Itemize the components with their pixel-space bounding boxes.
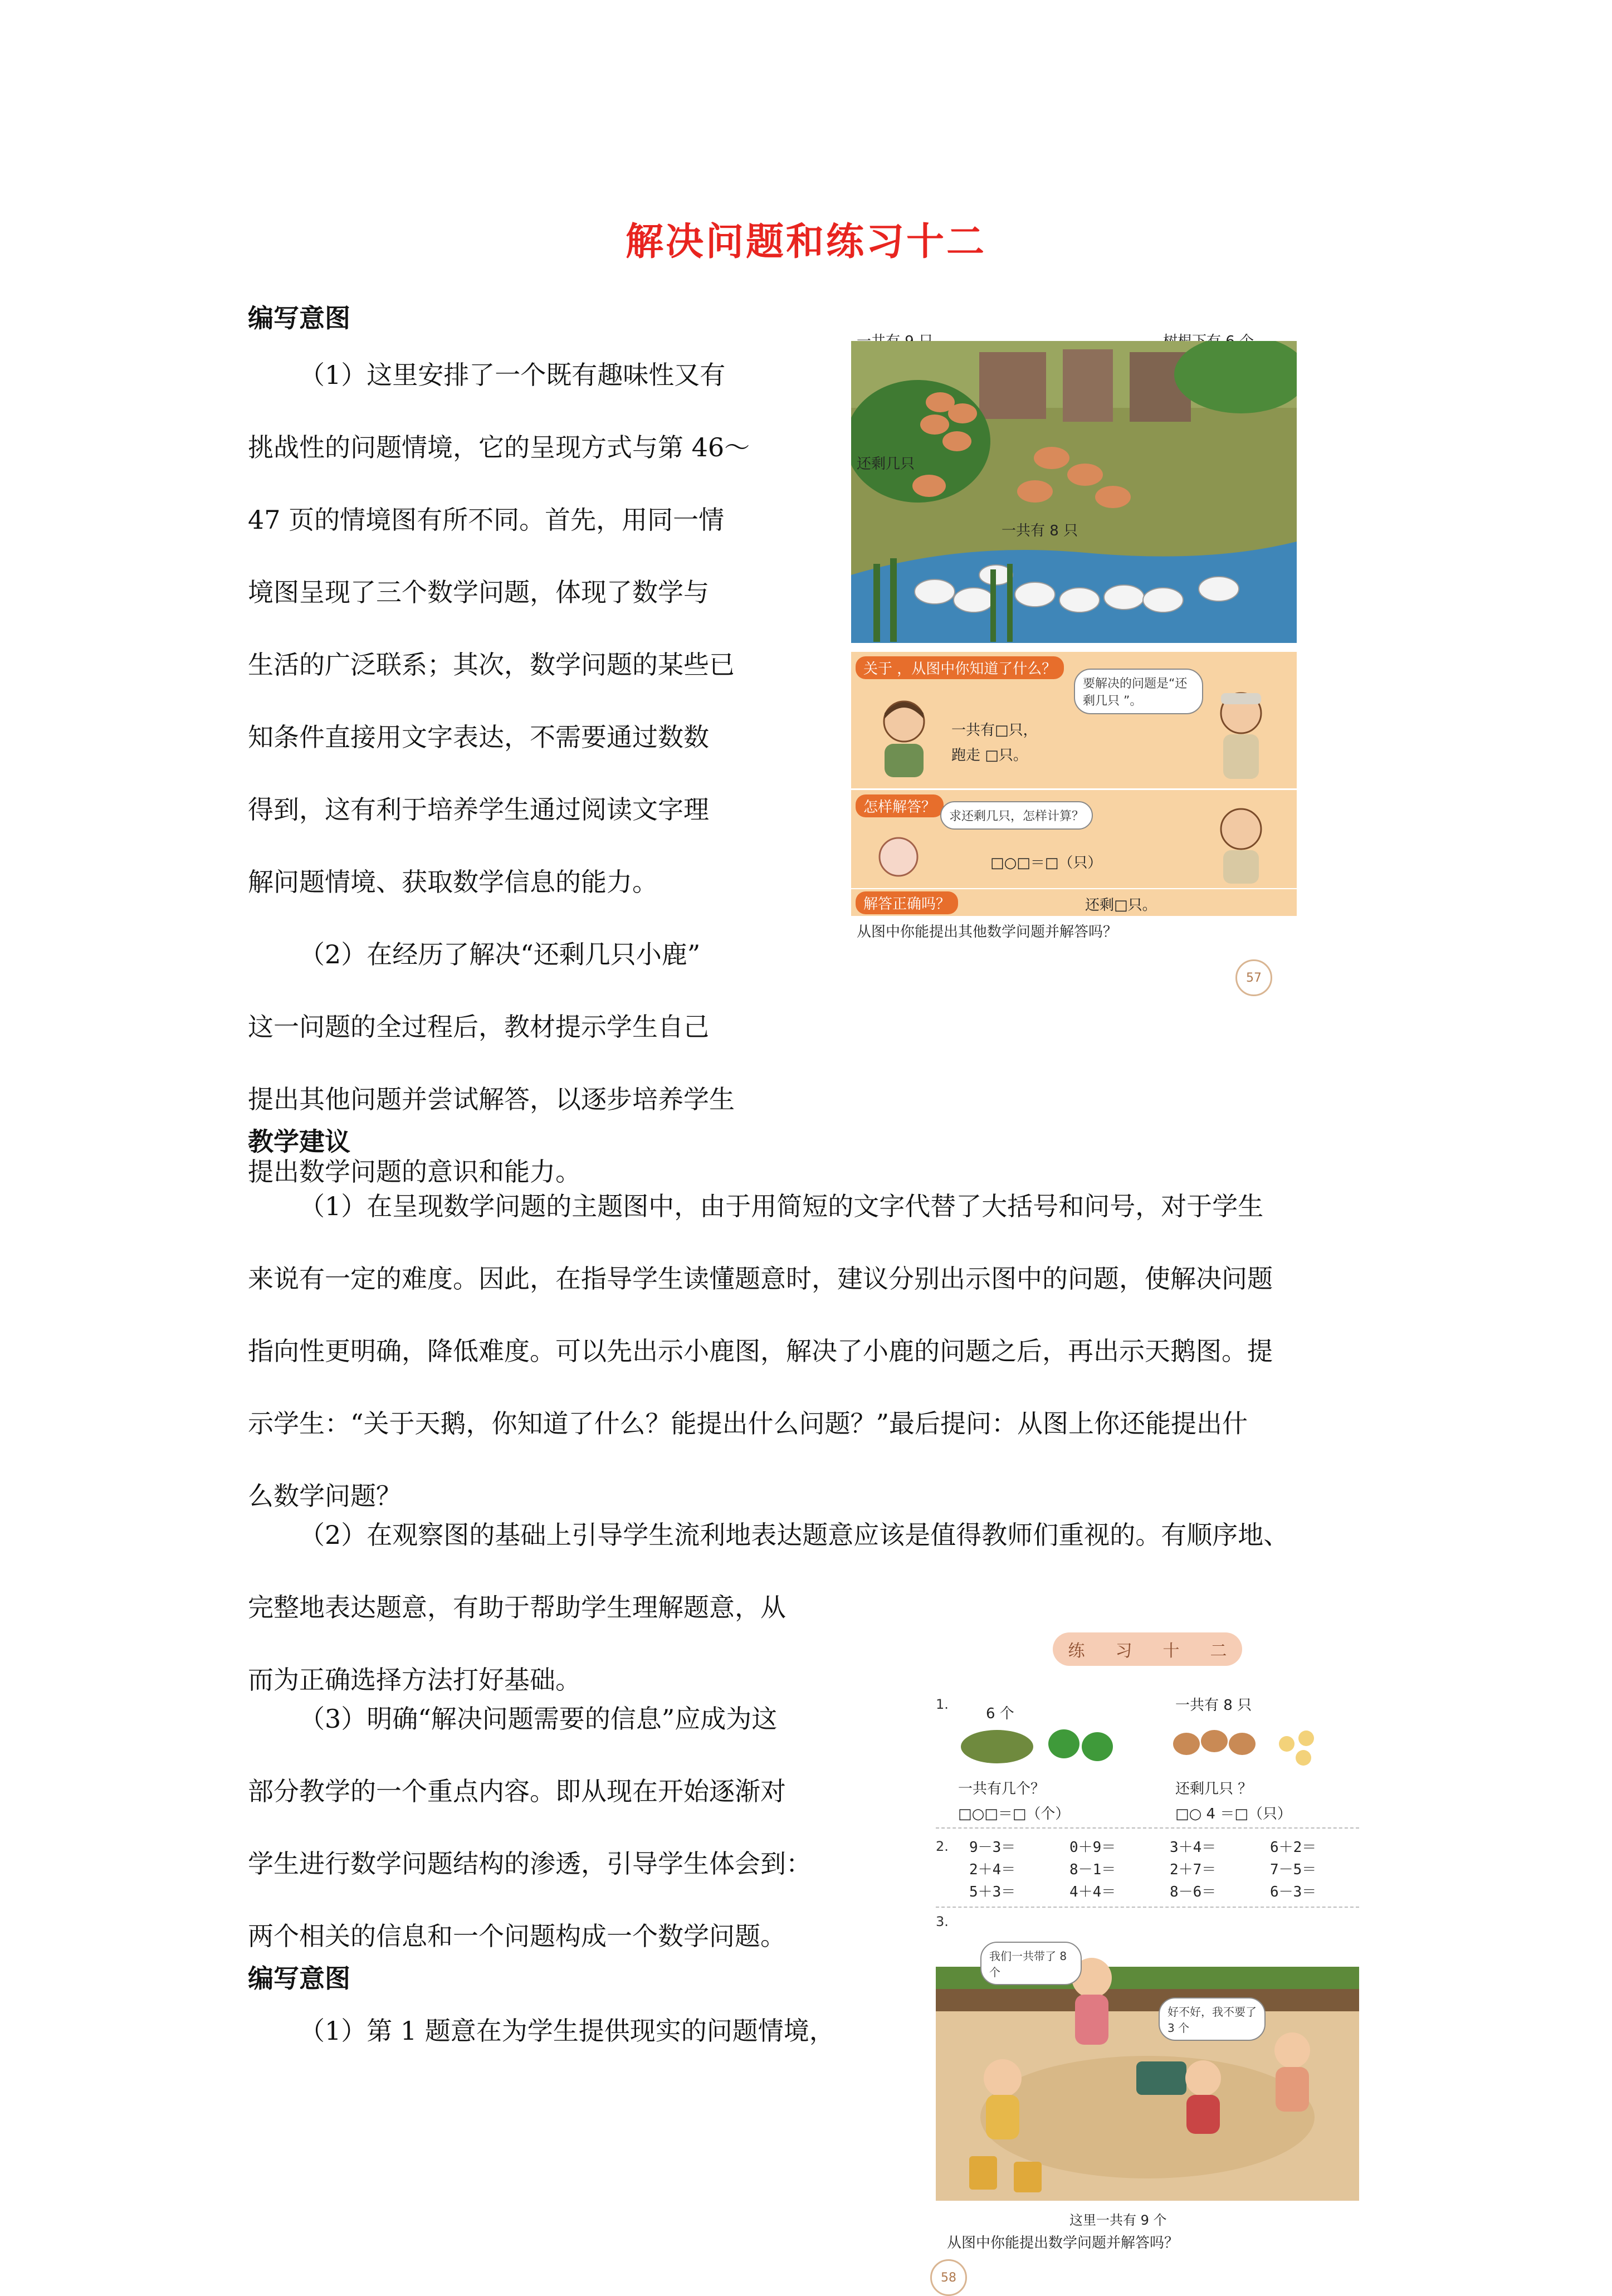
question-3-number: 3. (936, 1914, 949, 1929)
divider (936, 1907, 1359, 1908)
text-line: （1）在呈现数学问题的主题图中，由于用简短的文字代替了大括号和问号，对于学生 (299, 1191, 1264, 1221)
text-line: 这一问题的全过程后，教材提示学生自己 (248, 1012, 709, 1042)
exercise-item: 3＋4＝ (1170, 1839, 1217, 1856)
page-title: 解决问题和练习十二 (625, 220, 986, 264)
text-line: （2）在经历了解决“还剩几只小鹿” (299, 939, 701, 969)
exercise-item: 4＋4＝ (1069, 1884, 1116, 1900)
text-line: 得到，这有利于培养学生通过阅读文字理 (248, 794, 709, 825)
q1-right-formula: □○ 4 ＝□（只） (1175, 1806, 1292, 1822)
panel-line-total: 一共有□只， (951, 722, 1038, 739)
text-line: 知条件直接用文字表达，不需要通过数数 (248, 722, 709, 752)
figure1-caption: 从图中你能提出其他数学问题并解答吗？ (857, 924, 1118, 940)
text-line: 挑战性的问题情境，它的呈现方式与第 46～ (248, 432, 750, 462)
boy-character (1208, 685, 1274, 786)
text-line: 么数学问题？ (248, 1481, 402, 1511)
exercise-item: 6－3＝ (1270, 1884, 1317, 1900)
ribbon-char: 二 (1210, 1641, 1227, 1661)
text-line: 提出数学问题的意识和能力。 (248, 1157, 581, 1187)
advice-paragraph-3 (248, 1683, 866, 1972)
q1-right-label: 一共有 8 只 (1175, 1697, 1252, 1714)
intent2-paragraph-1 (248, 1995, 866, 2067)
scene-label-remaining: 还剩几只 (857, 456, 915, 472)
text-line: 部分教学的一个重点内容。即从现在开始逐渐对 (248, 1776, 786, 1806)
text-line: 47 页的情境图有所不同。首先，用同一情 (248, 505, 725, 535)
deer-swan-scene-illustration (851, 341, 1297, 643)
text-line: 完整地表达题意，有助于帮助学生理解题意，从 (248, 1592, 786, 1622)
q1-right-question: 还剩几只 ？ (1175, 1781, 1253, 1797)
character-2 (868, 829, 929, 885)
speech-bubble-question: 要解决的问题是“还剩几只 ”。 (1074, 669, 1203, 714)
speech-bubble-brought: 我们一共带了 8 个 (980, 1942, 1082, 1985)
page-number-57: 57 (1235, 959, 1272, 996)
intent1-paragraph-1 (248, 339, 783, 918)
text-line: 而为正确选择方法打好基础。 (248, 1665, 581, 1695)
q1-left-label: 6 个 (986, 1705, 1014, 1722)
text-line: 生活的广泛联系；其次，数学问题的某些已 (248, 650, 735, 680)
exercise-item: 8－6＝ (1170, 1884, 1217, 1900)
panel-how-to-solve (851, 790, 1297, 888)
exercise-item: 6＋2＝ (1270, 1839, 1317, 1856)
text-line: 指向性更明确，降低难度。可以先出示小鹿图，解决了小鹿的问题之后，再出示天鹅图。提 (248, 1336, 1273, 1366)
question-2-number: 2. (936, 1839, 949, 1854)
question-1-number: 1. (936, 1697, 949, 1712)
speech-bubble-how: 求还剩几只，怎样计算？ (940, 801, 1093, 830)
section-heading-intent-1: 编写意图 (248, 303, 350, 333)
text-line: 境图呈现了三个数学问题，体现了数学与 (248, 577, 709, 607)
text-line: 来说有一定的难度。因此，在指导学生读懂题意时，建议分别出示图中的问题，使解决问题 (248, 1264, 1273, 1294)
ribbon-char: 习 (1115, 1641, 1132, 1661)
q1-left-question: 一共有几个？ (958, 1781, 1046, 1797)
speech-bubble-not-want: 好不好，我不要了 3 个 (1159, 1997, 1266, 2041)
ribbon-char: 十 (1162, 1641, 1180, 1661)
ribbon-char: 练 (1068, 1641, 1085, 1661)
chicks-illustration (1164, 1716, 1331, 1772)
girl-character (873, 696, 935, 780)
answer-line: 还剩□只。 (1085, 897, 1157, 914)
boy-character-2 (1208, 801, 1274, 885)
exercise-item: 0＋9＝ (1069, 1839, 1116, 1856)
exercise-item: 7－5＝ (1270, 1861, 1317, 1878)
exercise-item: 2＋7＝ (1170, 1861, 1217, 1878)
panel-check-answer (851, 889, 1297, 916)
scene-label-total-swans: 一共有 8 只 (1002, 523, 1078, 539)
page-number-58: 58 (930, 2259, 967, 2296)
text-line: （1）第 1 题意在为学生提供现实的问题情境， (299, 2016, 835, 2046)
solution-formula: □○□＝□（只） (990, 855, 1102, 871)
exercise-item: 5＋3＝ (969, 1884, 1016, 1900)
text-line: 学生进行数学问题结构的渗透，引导学生体会到： (248, 1849, 812, 1879)
text-line: 提出其他问题并尝试解答，以逐步培养学生 (248, 1084, 735, 1114)
figure2-caption: 从图中你能提出数学问题并解答吗？ (947, 2235, 1179, 2251)
advice-paragraph-1 (248, 1170, 1379, 1532)
intent1-paragraph-2 (248, 918, 783, 1208)
text-line: 解问题情境、获取数学信息的能力。 (248, 867, 658, 897)
exercise-item: 9－3＝ (969, 1839, 1016, 1856)
panel-line-ran-away: 跑走 □只。 (951, 747, 1028, 764)
section-heading-advice: 教学建议 (248, 1127, 350, 1157)
scene-drawing (851, 341, 1297, 643)
q1-left-formula: □○□＝□（个） (958, 1806, 1070, 1822)
text-line: （3）明确“解决问题需要的信息”应成为这 (299, 1704, 778, 1734)
panel-label-check: 解答正确吗？ (856, 891, 958, 914)
panel-label-known: 关于 ，从图中你知道了什么？ (856, 656, 1064, 679)
text-line: （2）在观察图的基础上引导学生流利地表达题意应该是值得教师们重视的。有顺序地、 (299, 1520, 1289, 1550)
exercise-item: 2＋4＝ (969, 1861, 1016, 1878)
section-heading-intent-2: 编写意图 (248, 1963, 350, 1993)
exercise-ribbon (1053, 1632, 1242, 1666)
divider (936, 1827, 1359, 1829)
exercise-item: 8－1＝ (1069, 1861, 1116, 1878)
panel-known-info (851, 652, 1297, 788)
q3-bottom-label: 这里一共有 9 个 (1069, 2212, 1167, 2228)
peppers-illustration (958, 1722, 1125, 1766)
text-line: （1）这里安排了一个既有趣味性又有 (299, 360, 726, 390)
text-line: 两个相关的信息和一个问题构成一个数学问题。 (248, 1921, 786, 1951)
text-line: 示学生：“关于天鹅，你知道了什么？能提出什么问题？”最后提问：从图上你还能提出什 (248, 1408, 1248, 1439)
panel-label-how: 怎样解答？ (856, 794, 944, 817)
